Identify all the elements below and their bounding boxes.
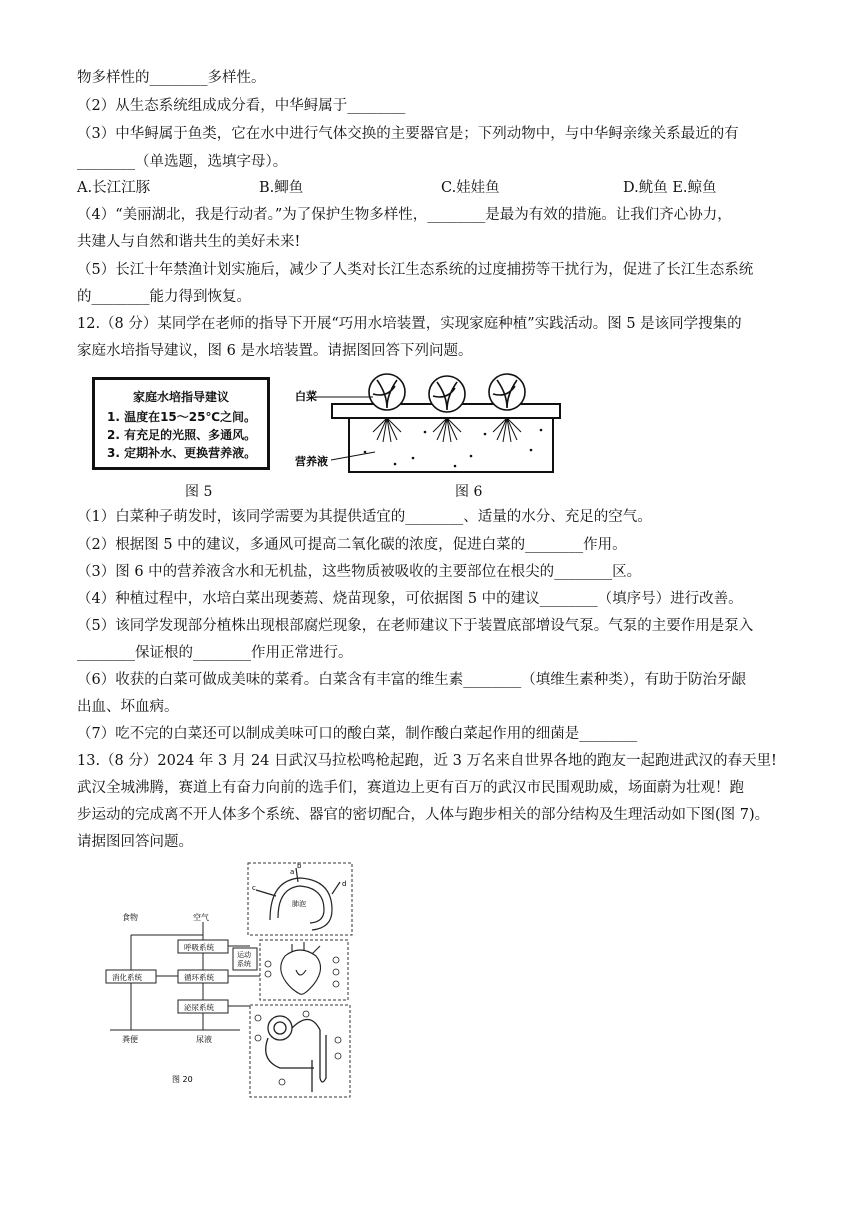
text-line-1: 物多样性的________多样性。 bbox=[77, 70, 266, 86]
fig5-caption: 图 5 bbox=[185, 484, 213, 500]
fig7-letter-d: d bbox=[342, 880, 347, 888]
fig5-item-3: 3. 定期补水、更换营养液。 bbox=[107, 446, 257, 460]
fig7-motor-1: 运动 bbox=[237, 951, 251, 959]
text-line-13: （3）图 6 中的营养液含水和无机盐，这些物质被吸收的主要部位在根尖的________区。 bbox=[77, 564, 642, 580]
fig7-letter-b: b bbox=[297, 862, 302, 870]
fig7-digestive: 消化系统 bbox=[112, 973, 142, 982]
roots bbox=[373, 418, 521, 442]
text-line-5: （4）“美丽湖北，我是行动者。”为了保护生物多样性，________是最为有效的措施。让我们齐心协力， bbox=[77, 207, 732, 223]
fig7-respiratory: 呼吸系统 bbox=[184, 943, 214, 952]
fig6-caption: 图 6 bbox=[455, 484, 483, 500]
text-line-19: （7）吃不完的白菜还可以制成美味可口的酸白菜，制作酸白菜起作用的细菌是________ bbox=[77, 726, 638, 742]
fig7-caption: 图 20 bbox=[172, 1075, 193, 1084]
fig5-title: 家庭水培指导建议 bbox=[132, 390, 229, 404]
fig6-label-plant: 白菜 bbox=[295, 390, 317, 403]
text-line-6: 共建人与自然和谐共生的美好未来! bbox=[77, 234, 301, 250]
fig7-food: 食物 bbox=[122, 913, 138, 922]
alveolus-panel bbox=[248, 863, 352, 935]
fig7-urine: 尿液 bbox=[196, 1035, 212, 1044]
option-de: D.鱿鱼 E.鲸鱼 bbox=[623, 180, 717, 196]
fig7-circulatory: 循环系统 bbox=[184, 973, 214, 982]
figure-6 bbox=[295, 372, 565, 477]
text-line-21: 武汉全城沸腾，赛道上有奋力向前的选手们，赛道边上更有百万的武汉市民围观助威，场面蔚为壮观！跑 bbox=[77, 780, 744, 796]
hydroponic-container bbox=[332, 404, 560, 472]
fig7-alveolus: 肺泡 bbox=[292, 900, 306, 908]
nutrient-dots bbox=[364, 429, 543, 468]
text-line-16: ________保证根的________作用正常进行。 bbox=[77, 645, 353, 661]
option-b: B.鲫鱼 bbox=[259, 180, 304, 196]
text-line-10: 家庭水培指导建议，图 6 是水培装置。请据图回答下列问题。 bbox=[77, 343, 473, 359]
text-line-12: （2）根据图 5 中的建议，多通风可提高二氧化碳的浓度，促进白菜的________作用。 bbox=[77, 537, 627, 553]
text-line-23: 请据图回答问题。 bbox=[77, 834, 193, 850]
text-line-8: 的________能力得到恢复。 bbox=[77, 289, 251, 305]
fig7-motor-2: 系统 bbox=[237, 960, 251, 968]
figure-5 bbox=[92, 377, 270, 470]
fig7-letter-a: a bbox=[290, 868, 295, 876]
fig7-letter-c: c bbox=[252, 884, 256, 892]
text-line-7: （5）长江十年禁渔计划实施后，减少了人类对长江生态系统的过度捕捞等干扰行为，促进了长江生态系统 bbox=[77, 262, 754, 278]
cabbage-plants bbox=[369, 374, 525, 412]
text-line-2: （2）从生态系统组成成分看，中华鲟属于________ bbox=[77, 98, 406, 114]
fig7-air: 空气 bbox=[193, 913, 209, 922]
fig5-item-1: 1. 温度在15～25℃之间。 bbox=[107, 410, 257, 424]
text-line-17: （6）收获的白菜可做成美味的菜肴。白菜含有丰富的维生素________（填维生素种类），有助于防治牙龈 bbox=[77, 672, 746, 688]
option-c: C.娃娃鱼 bbox=[441, 180, 500, 196]
text-line-14: （4）种植过程中，水培白菜出现萎蔫、烧苗现象，可依据图 5 中的建议________（填序号）进行改善。 bbox=[77, 591, 743, 607]
fig7-feces: 粪便 bbox=[122, 1035, 138, 1044]
fig5-item-2: 2. 有充足的光照、多通风。 bbox=[107, 428, 257, 442]
liquid-pointer bbox=[331, 452, 375, 460]
text-line-9: 12.（8 分）某同学在老师的指导下开展“巧用水培装置，实现家庭种植”实践活动。图 5 是该同学搜集的 bbox=[77, 316, 742, 332]
text-line-22: 步运动的完成离不开人体多个系统、器官的密切配合，人体与跑步相关的部分结构及生理活动如下图(图 7)。 bbox=[77, 807, 770, 823]
option-a: A.长江江豚 bbox=[77, 180, 151, 196]
text-line-4: ________（单选题，选填字母）。 bbox=[77, 154, 288, 170]
fig7-urinary: 泌尿系统 bbox=[184, 1003, 214, 1012]
text-line-18: 出血、坏血病。 bbox=[77, 699, 179, 715]
text-line-15: （5）该同学发现部分植株出现根部腐烂现象，在老师建议下于装置底部增设气泵。气泵的主要作用是泵入 bbox=[77, 618, 754, 634]
text-line-11: （1）白菜种子萌发时，该同学需要为其提供适宜的________、适量的水分、充足的空气。 bbox=[77, 509, 652, 525]
fig6-label-liquid: 营养液 bbox=[295, 455, 328, 468]
figure-7 bbox=[100, 860, 362, 1100]
text-line-20: 13.（8 分）2024 年 3 月 24 日武汉马拉松鸣枪起跑，近 3 万名来自世界各地的跑友一起跑进武汉的春天里! bbox=[77, 753, 777, 769]
text-line-3: （3）中华鲟属于鱼类，它在水中进行气体交换的主要器官是；下列动物中，与中华鲟亲缘关系最近的有 bbox=[77, 126, 739, 142]
nephron-panel bbox=[250, 1005, 350, 1097]
